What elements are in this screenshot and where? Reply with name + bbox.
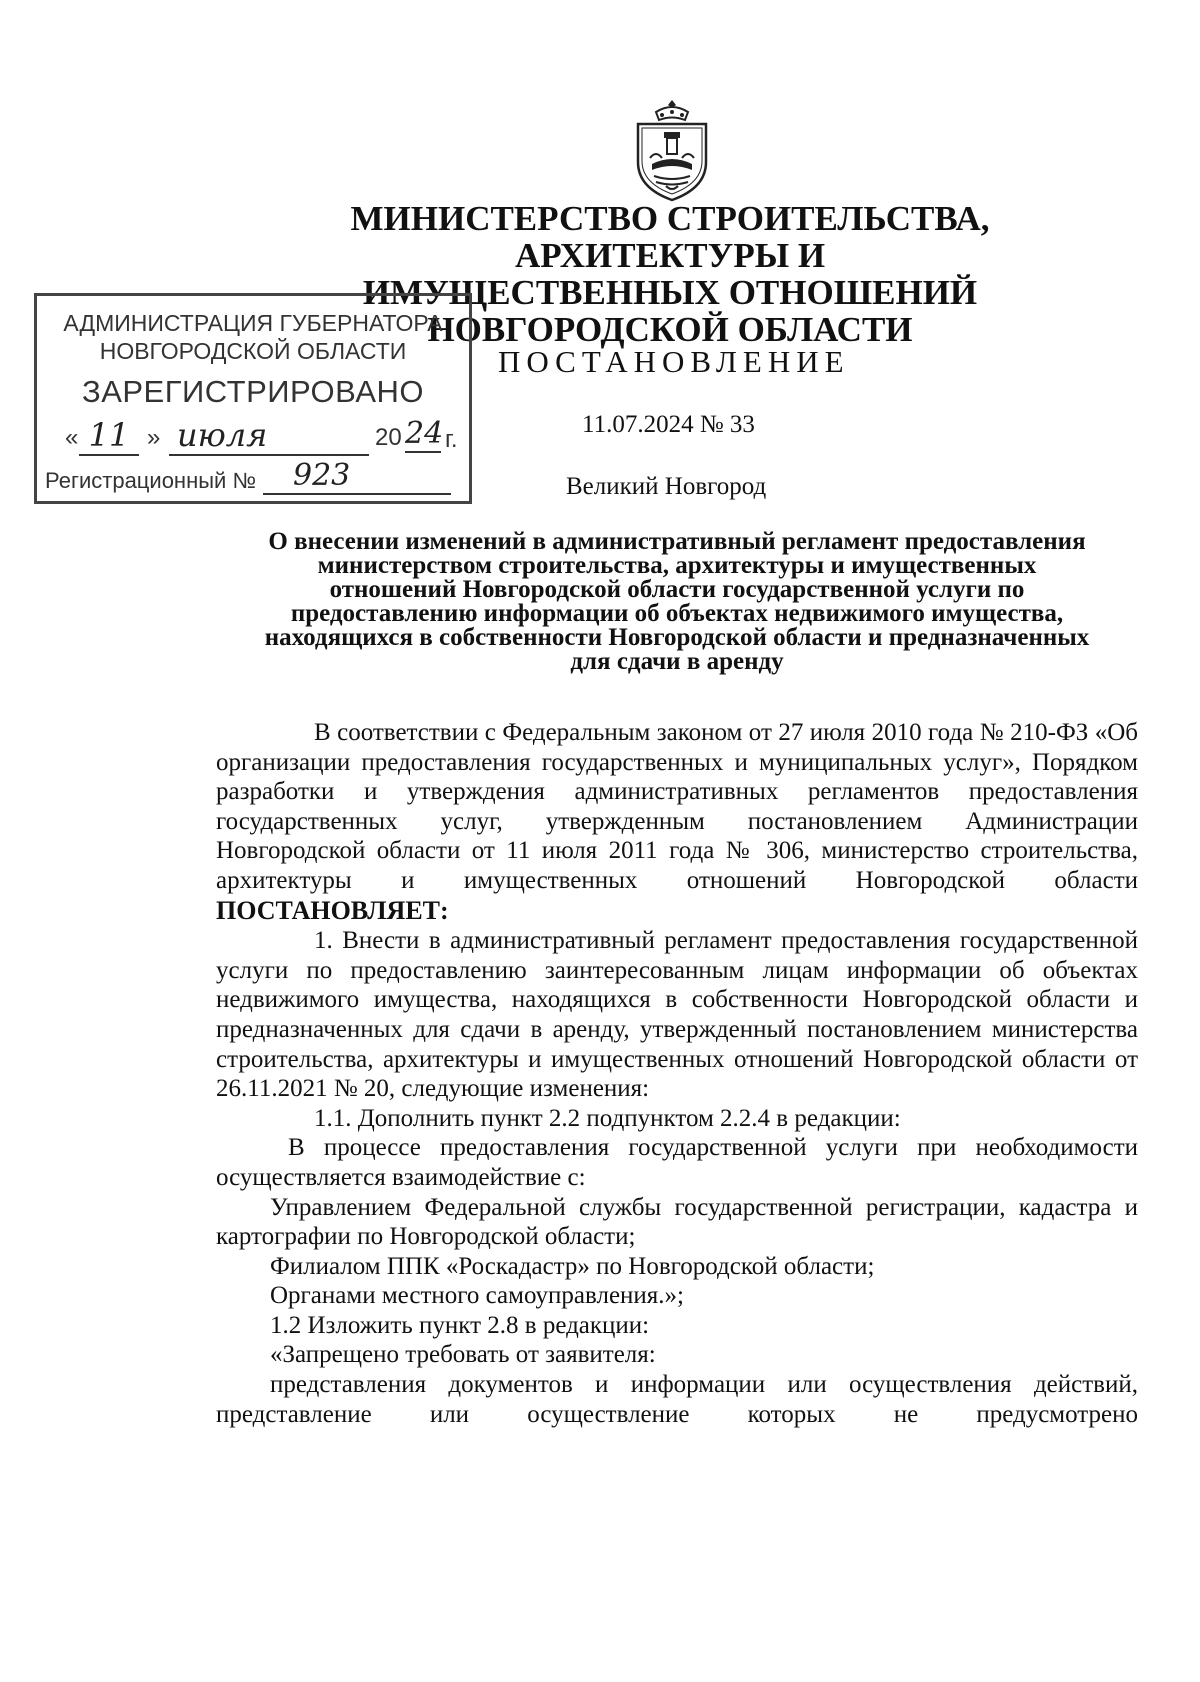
document-type: ПОСТАНОВЛЕНИЕ [498, 344, 850, 379]
body-paragraph: 1.1. Дополнить пункт 2.2 подпунктом 2.2.4 в редакции: [314, 1104, 901, 1132]
subject-line: О внесении изменений в административный регламент предоставления [268, 528, 1086, 555]
subject-line: министерством строительства, архитектуры и имущественных [317, 552, 1037, 579]
coat-of-arms-icon [632, 98, 712, 202]
stamp-registration-row [45, 458, 465, 500]
stamp-month: июля [169, 416, 369, 456]
body-paragraph: представления документов и информации или осуществления действий, представление или осуществление которых не предусмотрено [216, 1371, 1138, 1428]
stamp-day: 11 [79, 416, 139, 456]
document-city: Великий Новгород [566, 473, 767, 500]
body-paragraph [216, 718, 1138, 926]
body-paragraph: «Запрещено требовать от заявителя: [270, 1341, 656, 1369]
body-paragraph: Управлением Федеральной службы государственной регистрации, кадастра и картографии по Новгородской области; [216, 1193, 1138, 1251]
body-paragraph: Органами местного самоуправления.»; [270, 1282, 684, 1310]
document-date-number: 11.07.2024 № 33 [582, 411, 755, 438]
stamp-registered-label: ЗАРЕГИСТРИРОВАНО [81, 374, 424, 409]
stamp-quote-open: « [65, 424, 79, 451]
document-subject [215, 530, 1139, 674]
subject-line: предоставлению информации об объектах недвижимого имущества, [290, 600, 1064, 627]
stamp-quote-close: » [147, 424, 161, 451]
stamp-year-suffix: 24 [405, 416, 444, 451]
stamp-year-prefix: 20 [375, 424, 402, 451]
ministry-line-3: НОВГОРОДСКОЙ ОБЛАСТИ [427, 310, 913, 349]
stamp-authority-line-1: АДМИНИСТРАЦИЯ ГУБЕРНАТОРА [63, 310, 443, 336]
body-paragraph: В процессе предоставления государственной услуги при необходимости осуществляется взаимодействие с: [216, 1134, 1138, 1191]
body-paragraph: Филиалом ППК «Роскадастр» по Новгородской области; [270, 1252, 875, 1280]
stamp-date-row [65, 416, 465, 460]
stamp-authority-line-2: НОВГОРОДСКОЙ ОБЛАСТИ [99, 338, 407, 364]
ministry-line-1: МИНИСТЕРСТВО СТРОИТЕЛЬСТВА, АРХИТЕКТУРЫ И [350, 199, 990, 275]
subject-line: отношений Новгородской области государственной услуги по [329, 576, 1025, 603]
subject-line: находящихся в собственности Новгородской области и предназначенных [264, 624, 1090, 651]
subject-line: для сдачи в аренду [570, 648, 784, 675]
body-paragraph: 1.2 Изложить пункт 2.8 в редакции: [270, 1311, 650, 1339]
preamble-text: В соответствии с Федеральным законом от 27 июля 2010 года № 210-ФЗ «Об организации предоставления государственных и муниципальных услуг», Порядком разработки и утверждения административных регламентов предоставления государственных услуг, утвержденным постановлением Администрации Новгородской области от 11 июля 2011 года № 306, министерство строительства, архитектуры и имущественных отношений Новгородской области [216, 719, 1138, 894]
stamp-reg-number: 923 [263, 458, 451, 495]
document-body [216, 718, 1138, 1429]
registration-stamp [34, 293, 472, 504]
stamp-reg-label: Регистрационный № [45, 468, 257, 493]
body-paragraph: 1. Внести в административный регламент предоставления государственной услуги по предоставлению заинтересованным лицам информации об объектах недвижимого имущества, находящихся в собственности Новгородской области и предназначенных для сдачи в аренду, утвержденный постановлением министерства строительства, архитектуры и имущественных отношений Новгородской области от 26.11.2021 № 20, следующие изменения: [216, 927, 1138, 1103]
stamp-year-unit: г. [445, 426, 458, 453]
decree-keyword: ПОСТАНОВЛЯЕТ: [216, 895, 449, 925]
ministry-line-2: ИМУЩЕСТВЕННЫХ ОТНОШЕНИЙ [362, 273, 978, 312]
